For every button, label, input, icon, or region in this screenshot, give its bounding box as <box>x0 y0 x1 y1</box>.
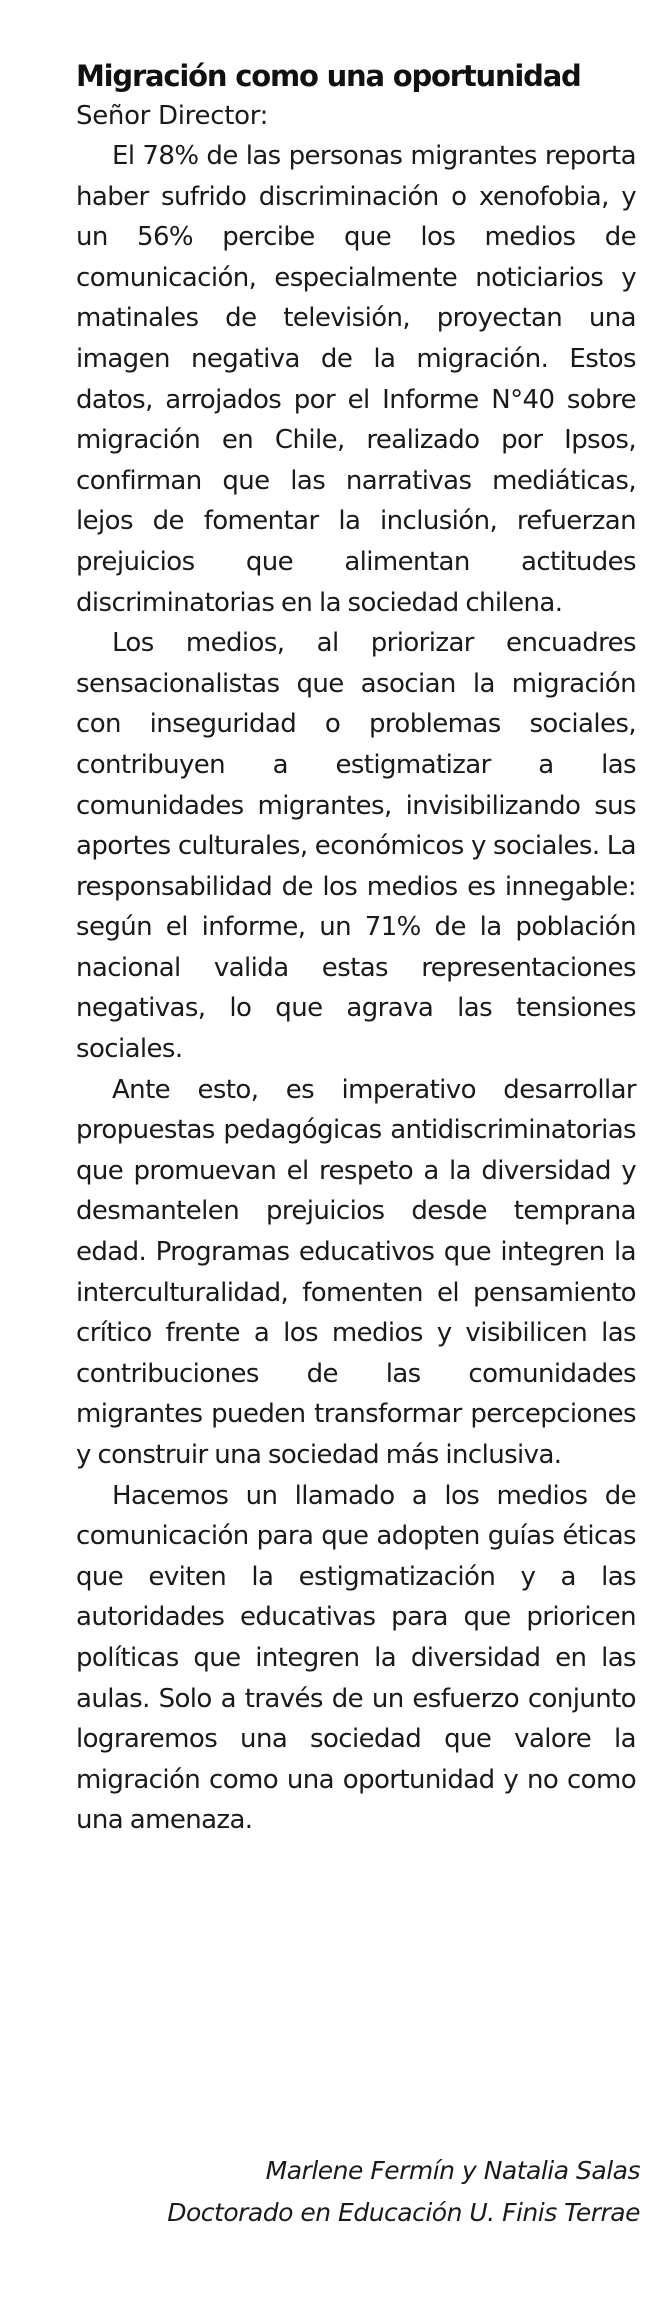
paragraph-3: Ante esto, es imperativo desarrollar propuestas pedagógicas antidiscriminatorias que promuevan el respeto a la diversidad y desmantelen prejuicios desde temprana edad. Programas educativos que integren la interculturalidad, fomenten el pensamiento crítico frente a los medios y visibilicen las contribuciones de las comunidades migrantes pueden transformar percepciones y construir una sociedad más inclusiva. <box>76 1074 636 1470</box>
paragraph-2: Los medios, al priorizar encuadres sensacionalistas que asocian la migración con inseguridad o problemas sociales, contribuyen a estigmatizar a las comunidades migrantes, invisibilizando sus aportes culturales, económicos y sociales. La responsabilidad de los medios es innegable: según el informe, un 71% de la población nacional valida estas representaciones negativas, lo que agrava las tensiones sociales. <box>76 628 636 1065</box>
signature-affiliation: Doctorado en Educación U. Finis Terrae <box>167 2198 640 2227</box>
letter-to-editor <box>76 56 636 1841</box>
paragraph-1: El 78% de las personas migrantes reporta haber sufrido discriminación o xenofobia, y un 56% percibe que los medios de comunicación, especialmente noticiarios y matinales de televisión, proyectan una imagen negativa de la migración. Estos datos, arrojados por el Informe N°40 sobre migración en Chile, realizado por Ipsos, confirman que las narrativas mediáticas, lejos de fomentar la inclusión, refuerzan prejuicios que alimentan actitudes discriminatorias en la sociedad chilena. <box>76 141 636 618</box>
signature-authors: Marlene Fermín y Natalia Salas <box>265 2156 640 2185</box>
paragraph-4: Hacemos un llamado a los medios de comunicación para que adopten guías éticas que eviten la estigmatización y a las autoridades educativas para que prioricen políticas que integren la diversidad en las aulas. Solo a través de un esfuerzo conjunto lograremos una sociedad que valore la migración como una oportunidad y no como una amenaza. <box>76 1480 636 1836</box>
salutation: Señor Director: <box>76 101 269 131</box>
letter-title: Migración como una oportunidad <box>76 59 581 93</box>
signature <box>167 2150 640 2234</box>
